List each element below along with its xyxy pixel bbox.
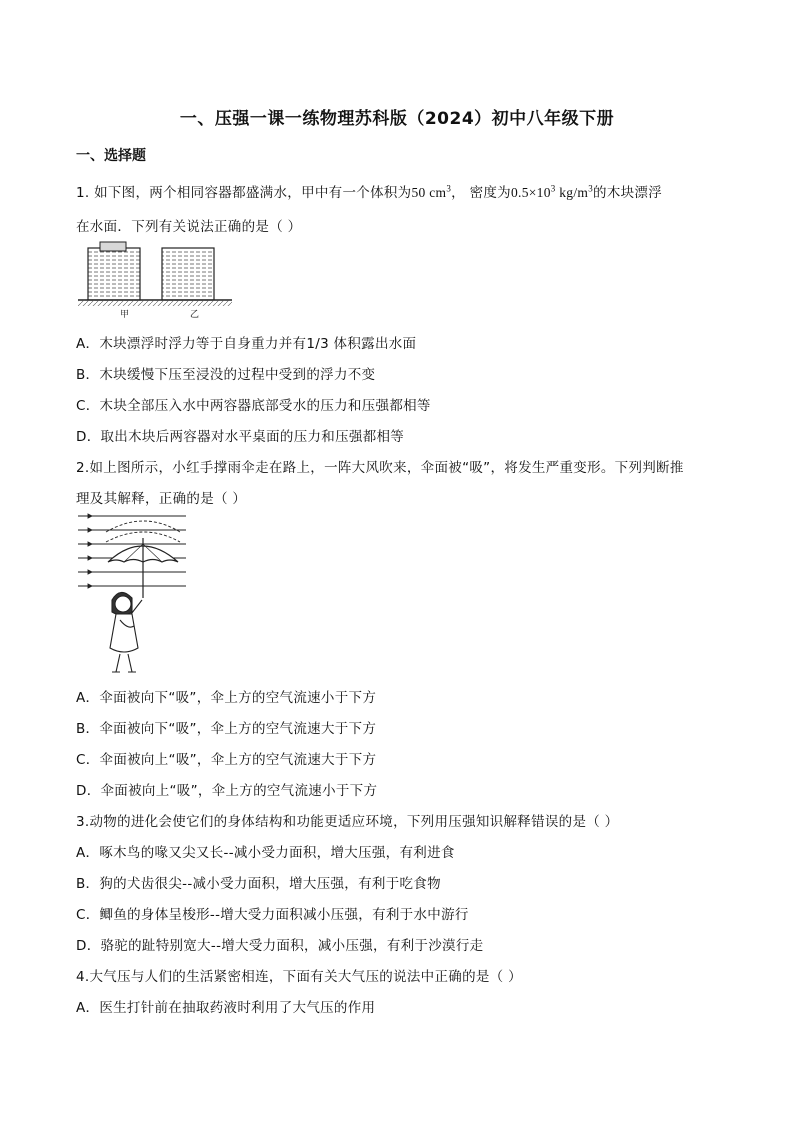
- q1-stem-line2: 在水面．下列有关说法正确的是（ ）: [76, 219, 302, 235]
- page-title: 一、压强一课一练物理苏科版（2024）初中八年级下册: [179, 109, 615, 129]
- q1-density: 0.5×10: [510, 185, 551, 200]
- q2-option-b: B．伞面被向下“吸”，伞上方的空气流速大于下方: [76, 721, 377, 737]
- wood-block: [100, 242, 126, 251]
- q1-option-a: A．木块漂浮时浮力等于自身重力并有1/3 体积露出水面: [76, 336, 417, 352]
- q4-stem: 4.大气压与人们的生活紧密相连，下面有关大气压的说法中正确的是（ ）: [76, 969, 522, 985]
- q1-volume: 50 cm: [411, 185, 447, 200]
- q3-option-a: A．啄木鸟的喙又尖又长--减小受力面积，增大压强，有利进食: [76, 845, 455, 861]
- q1-unit-exp: 3: [588, 183, 594, 194]
- q1-stem-part-c: 的木块漂浮: [593, 185, 663, 201]
- q1-option-b: B．木块缓慢下压至浸没的过程中受到的浮力不变: [76, 367, 376, 383]
- q1-stem-part-b: ， 密度为: [451, 185, 511, 201]
- q1-density-unit: kg/m: [555, 185, 589, 200]
- table-surface: [78, 300, 232, 306]
- q1-stem-part-a: 1. 如下图，两个相同容器都盛满水，甲中有一个体积为: [76, 185, 412, 201]
- q3-option-d: D．骆驼的趾特别宽大--增大受力面积，减小压强，有利于沙漠行走: [76, 938, 484, 954]
- section-heading: 一、选择题: [76, 148, 146, 164]
- q2-option-c: C．伞面被向上“吸”，伞上方的空气流速大于下方: [76, 752, 377, 768]
- label-jia: 甲: [120, 310, 130, 320]
- label-yi: 乙: [190, 310, 200, 320]
- girl-figure: [110, 592, 142, 672]
- container-jia: [88, 248, 140, 300]
- q1-option-d: D．取出木块后两容器对水平桌面的压力和压强都相等: [76, 429, 405, 445]
- q3-stem: 3.动物的进化会使它们的身体结构和功能更适应环境，下列用压强知识解释错误的是（ ）: [76, 814, 619, 830]
- q3-option-b: B．狗的犬齿很尖--减小受力面积，增大压强，有利于吃食物: [76, 876, 441, 892]
- q1-volume-exp: 3: [446, 183, 452, 194]
- q2-stem-line2: 理及其解释，正确的是（ ）: [76, 491, 247, 507]
- q1-containers-figure: [76, 238, 236, 324]
- q2-umbrella-figure: [76, 508, 192, 676]
- q2-stem-line1: 2.如上图所示，小红手撑雨伞走在路上，一阵大风吹来，伞面被“吸”，将发生严重变形。下列判断推: [76, 460, 684, 476]
- q1-density-exp: 3: [550, 183, 556, 194]
- container-yi: [162, 248, 214, 300]
- q1-option-c: C．木块全部压入水中两容器底部受水的压力和压强都相等: [76, 398, 431, 414]
- q3-option-c: C．鲫鱼的身体呈梭形--增大受力面积减小压强，有利于水中游行: [76, 907, 469, 923]
- q2-option-d: D．伞面被向上“吸”，伞上方的空气流速小于下方: [76, 783, 378, 799]
- q1-stem-line1: [76, 181, 662, 201]
- q2-option-a: A．伞面被向下“吸”，伞上方的空气流速小于下方: [76, 690, 377, 706]
- q4-option-a: A．医生打针前在抽取药液时利用了大气压的作用: [76, 1000, 376, 1016]
